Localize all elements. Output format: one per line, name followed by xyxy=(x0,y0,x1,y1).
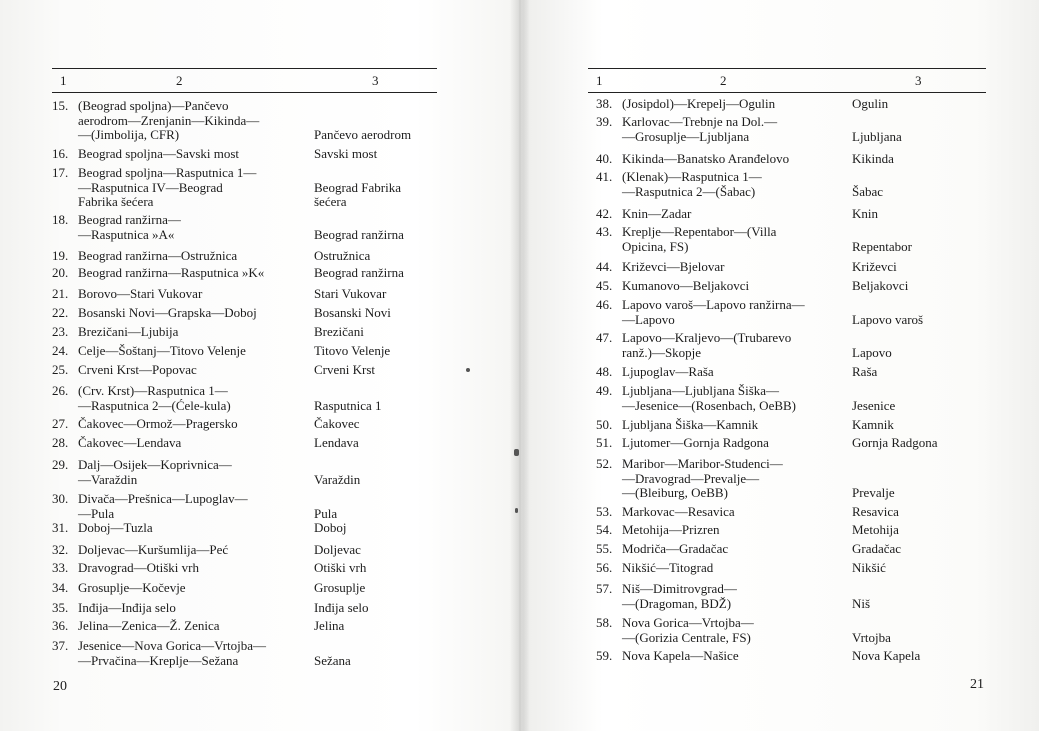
entry-number: 43. xyxy=(596,224,613,239)
entry-station: Beograd ranžirna xyxy=(314,265,404,280)
entry-number: 22. xyxy=(52,305,69,320)
entry-route: Beograd spoljna—Savski most xyxy=(78,146,240,161)
entry-station: Raša xyxy=(852,364,878,379)
list-item xyxy=(52,639,472,687)
column-header-1: 1 xyxy=(596,73,603,88)
entry-number: 30. xyxy=(52,491,69,506)
entry-route: Brezičani—Ljubija xyxy=(78,324,179,339)
entry-number: 51. xyxy=(596,435,613,450)
entry-station: Inđija selo xyxy=(314,600,369,615)
entry-number: 46. xyxy=(596,297,613,312)
entry-route: Kikinda—Banatsko Aranđelovo xyxy=(622,151,790,166)
column-header-1: 1 xyxy=(60,73,67,88)
entry-number: 15. xyxy=(52,98,69,113)
entry-station: Križevci xyxy=(852,259,897,274)
header-rule xyxy=(52,68,437,69)
header-rule xyxy=(588,68,986,69)
entry-station: Titovo Velenje xyxy=(314,343,391,358)
entry-station: Grosuplje xyxy=(314,580,366,595)
entry-route: Jesenice—Nova Gorica—Vrtojba— —Prvačina—Kreplje—Sežana xyxy=(78,638,267,668)
entry-number: 44. xyxy=(596,259,613,274)
entry-number: 38. xyxy=(596,96,613,111)
entry-station: Stari Vukovar xyxy=(314,286,387,301)
entry-station: Gornja Radgona xyxy=(852,435,938,450)
entry-station: Vrtojba xyxy=(852,629,891,645)
entry-number: 35. xyxy=(52,600,69,615)
entry-number: 52. xyxy=(596,456,613,471)
list-item xyxy=(52,99,472,147)
ink-speck xyxy=(514,449,519,456)
entry-number: 50. xyxy=(596,417,613,432)
ink-speck xyxy=(515,508,518,513)
entry-station: Pula xyxy=(314,505,338,521)
entry-route: Beograd spoljna—Rasputnica 1— —Rasputnica IV—Beograd Fabrika šećera xyxy=(78,165,257,209)
entry-number: 16. xyxy=(52,146,69,161)
entry-number: 48. xyxy=(596,364,613,379)
entry-station: Doboj xyxy=(314,520,347,535)
entry-station: Bosanski Novi xyxy=(314,305,391,320)
entry-station: Repentabor xyxy=(852,238,912,254)
entry-number: 47. xyxy=(596,330,613,345)
list-item xyxy=(52,166,472,214)
entry-route: Nova Kapela—Našice xyxy=(622,648,739,663)
entry-number: 21. xyxy=(52,286,69,301)
entry-station: Lapovo varoš xyxy=(852,311,924,327)
entry-station: Kamnik xyxy=(852,417,894,432)
entry-route: Divača—Prešnica—Lupoglav— —Pula xyxy=(78,491,248,521)
column-header-2: 2 xyxy=(720,73,727,88)
entry-route: Kumanovo—Beljakovci xyxy=(622,278,750,293)
entry-number: 27. xyxy=(52,416,69,431)
entry-route: Doljevac—Kuršumlija—Peć xyxy=(78,542,229,557)
entry-route: (Josipdol)—Krepelj—Ogulin xyxy=(622,96,776,111)
entry-station: Crveni Krst xyxy=(314,362,376,377)
entry-number: 53. xyxy=(596,504,613,519)
entry-route: Ljubljana—Ljubljana Šiška— —Jesenice—(Rosenbach, OeBB) xyxy=(622,383,797,413)
entry-station: Čakovec xyxy=(314,416,360,431)
entry-station: Beograd ranžirna xyxy=(314,226,404,242)
entry-station: Resavica xyxy=(852,504,899,519)
entry-route: Niš—Dimitrovgrad— —(Dragoman, BDŽ) xyxy=(622,581,737,611)
list-item xyxy=(596,457,1016,505)
entry-station: Nikšić xyxy=(852,560,886,575)
entry-route: Modriča—Gradačac xyxy=(622,541,729,556)
entry-station: Nova Kapela xyxy=(852,648,921,663)
page-number: 20 xyxy=(53,679,67,694)
entry-station: Kikinda xyxy=(852,151,894,166)
entry-number: 40. xyxy=(596,151,613,166)
entry-number: 32. xyxy=(52,542,69,557)
entry-number: 26. xyxy=(52,383,69,398)
entry-route: Karlovac—Trebnje na Dol.— —Grosuplje—Ljubljana xyxy=(622,114,778,144)
entry-station: Otiški vrh xyxy=(314,560,367,575)
list-item xyxy=(596,649,1016,697)
entry-route: Ljutomer—Gornja Radgona xyxy=(622,435,769,450)
page-number: 21 xyxy=(970,677,984,692)
entry-route: Metohija—Prizren xyxy=(622,522,720,537)
entry-number: 36. xyxy=(52,618,69,633)
entry-route: Bosanski Novi—Grapska—Doboj xyxy=(78,305,257,320)
entry-route: (Klenak)—Rasputnica 1— —Rasputnica 2—(Šabac) xyxy=(622,169,762,199)
entry-station: Doljevac xyxy=(314,542,361,557)
entry-station: Prevalje xyxy=(852,485,895,500)
entry-route: Crveni Krst—Popovac xyxy=(78,362,197,377)
entry-station: Niš xyxy=(852,595,871,611)
ink-speck xyxy=(466,368,470,372)
entry-route: Dravograd—Otiški vrh xyxy=(78,560,199,575)
entry-route: Nova Gorica—Vrtojba— —(Gorizia Centrale, FS) xyxy=(622,615,754,645)
entry-route: Čakovec—Lendava xyxy=(78,435,182,450)
entry-station: Sežana xyxy=(314,652,351,668)
entry-number: 28. xyxy=(52,435,69,450)
entry-number: 17. xyxy=(52,165,69,180)
entry-route: Jelina—Zenica—Ž. Zenica xyxy=(78,618,220,633)
entry-station: Savski most xyxy=(314,146,378,161)
entry-route: Grosuplje—Kočevje xyxy=(78,580,186,595)
entry-number: 37. xyxy=(52,638,69,653)
entry-route: Celje—Šoštanj—Titovo Velenje xyxy=(78,343,246,358)
entry-number: 55. xyxy=(596,541,613,556)
entry-station: Beljakovci xyxy=(852,278,909,293)
column-header-3: 3 xyxy=(915,73,922,88)
entry-number: 54. xyxy=(596,522,613,537)
entry-number: 49. xyxy=(596,383,613,398)
entry-station: Jelina xyxy=(314,618,345,633)
entry-route: (Beograd spoljna)—Pančevo aerodrom—Zrenjanin—Kikinda— —(Jimbolija, CFR) xyxy=(78,98,260,142)
entry-number: 58. xyxy=(596,615,613,630)
entry-station: Knin xyxy=(852,206,878,221)
entry-station: Varaždin xyxy=(314,471,361,487)
entry-number: 45. xyxy=(596,278,613,293)
header-rule xyxy=(52,92,437,93)
header-rule xyxy=(588,92,986,93)
entry-station: Šabac xyxy=(852,183,884,199)
entry-number: 57. xyxy=(596,581,613,596)
entry-route: Knin—Zadar xyxy=(622,206,692,221)
entry-route: Beograd ranžirna—Rasputnica »K« xyxy=(78,265,265,280)
entry-station: Lapovo xyxy=(852,344,892,360)
entry-route: Ljubljana Šiška—Kamnik xyxy=(622,417,759,432)
entry-station: Ogulin xyxy=(852,96,889,111)
entry-number: 39. xyxy=(596,114,613,129)
entry-station: Pančevo aerodrom xyxy=(314,127,412,142)
entry-station: Jesenice xyxy=(852,397,896,413)
entry-route: Nikšić—Titograd xyxy=(622,560,714,575)
entry-station: Beograd Fabrika šećera xyxy=(314,179,402,209)
entry-number: 42. xyxy=(596,206,613,221)
entry-route: (Crv. Krst)—Rasputnica 1— —Rasputnica 2—(Ćele-kula) xyxy=(78,383,231,413)
entry-number: 24. xyxy=(52,343,69,358)
entry-route: Borovo—Stari Vukovar xyxy=(78,286,203,301)
entry-route: Dalj—Osijek—Koprivnica— —Varaždin xyxy=(78,457,232,487)
entry-station: Gradačac xyxy=(852,541,902,556)
entry-number: 33. xyxy=(52,560,69,575)
entry-number: 56. xyxy=(596,560,613,575)
entry-number: 18. xyxy=(52,212,69,227)
entry-station: Ljubljana xyxy=(852,128,902,144)
entry-number: 31. xyxy=(52,520,69,535)
entry-number: 20. xyxy=(52,265,69,280)
entry-route: Lapovo—Kraljevo—(Trubarevo ranž.)—Skopje xyxy=(622,330,792,360)
entry-number: 34. xyxy=(52,580,69,595)
column-header-2: 2 xyxy=(176,73,183,88)
right-page xyxy=(520,0,1039,731)
entry-route: Doboj—Tuzla xyxy=(78,520,153,535)
entry-route: Inđija—Inđija selo xyxy=(78,600,176,615)
entry-station: Rasputnica 1 xyxy=(314,397,382,413)
left-page xyxy=(0,0,519,731)
entry-route: Markovac—Resavica xyxy=(622,504,735,519)
entry-number: 41. xyxy=(596,169,613,184)
entry-station: Brezičani xyxy=(314,324,364,339)
entry-route: Maribor—Maribor-Studenci— —Dravograd—Prevalje— —(Bleiburg, OeBB) xyxy=(622,456,783,500)
entry-number: 25. xyxy=(52,362,69,377)
entry-station: Metohija xyxy=(852,522,899,537)
column-header-3: 3 xyxy=(372,73,379,88)
entry-number: 23. xyxy=(52,324,69,339)
entry-station: Lendava xyxy=(314,435,359,450)
entry-route: Kreplje—Repentabor—(Villa Opicina, FS) xyxy=(622,224,777,254)
entry-route: Čakovec—Ormož—Pragersko xyxy=(78,416,238,431)
entry-station: Ostružnica xyxy=(314,248,371,263)
entry-route: Lapovo varoš—Lapovo ranžirna— —Lapovo xyxy=(622,297,805,327)
entry-number: 19. xyxy=(52,248,69,263)
entry-number: 29. xyxy=(52,457,69,472)
entry-route: Beograd ranžirna— —Rasputnica »A« xyxy=(78,212,181,242)
entry-number: 59. xyxy=(596,648,613,663)
entry-route: Beograd ranžirna—Ostružnica xyxy=(78,248,238,263)
entry-route: Križevci—Bjelovar xyxy=(622,259,725,274)
entry-route: Ljupoglav—Raša xyxy=(622,364,714,379)
